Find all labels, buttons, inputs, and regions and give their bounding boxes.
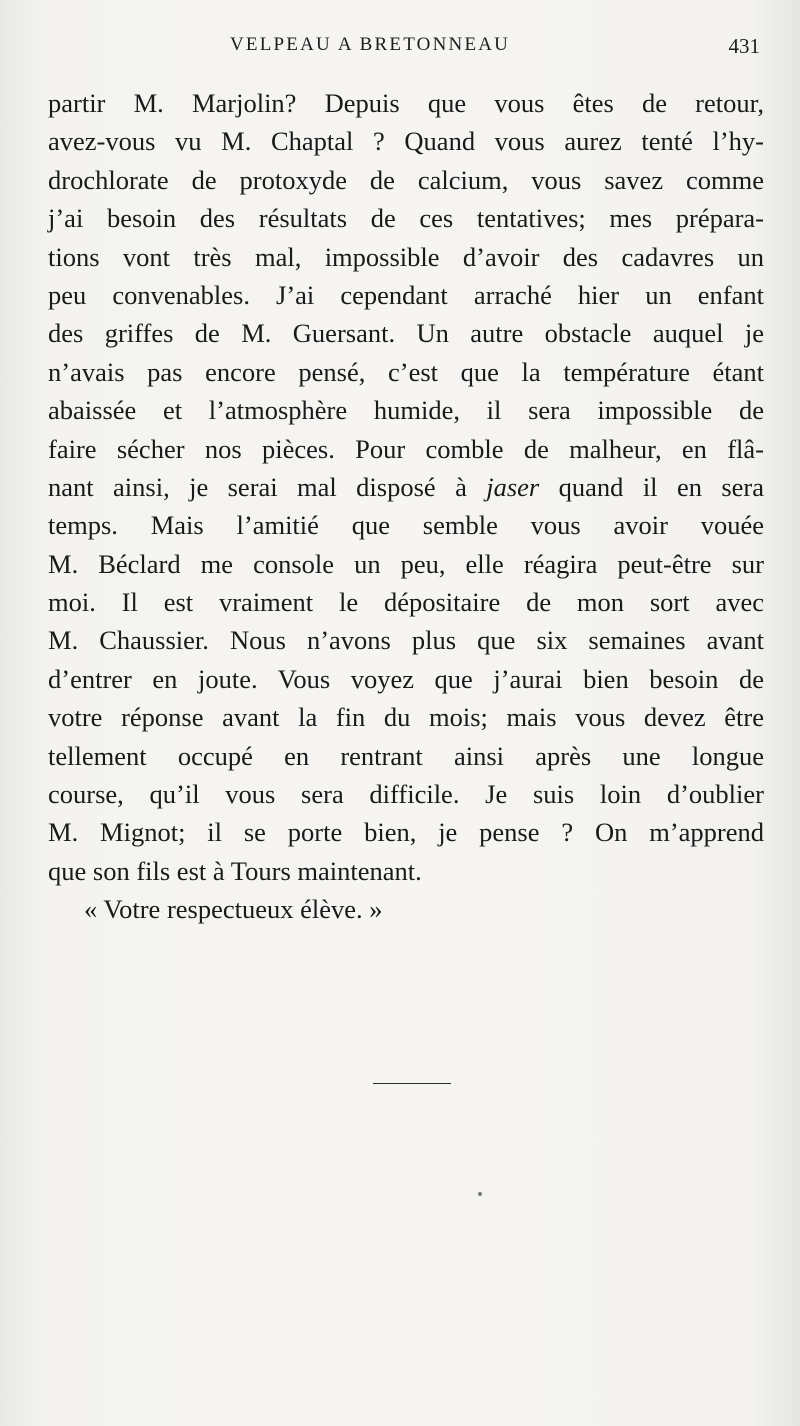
text-line: tions vont très mal, impossible d’avoir des cadavres un <box>48 241 764 272</box>
text-line: d’entrer en joute. Vous voyez que j’aurai bien besoin de <box>48 663 764 694</box>
page-header <box>48 30 760 64</box>
text-line: des griffes de M. Guersant. Un autre obstacle auquel je <box>48 318 764 349</box>
page-number: 431 <box>728 34 760 58</box>
letter-body <box>48 84 764 929</box>
text-line: que son fils est à Tours maintenant. <box>48 855 422 886</box>
text-line: partir M. Marjolin? Depuis que vous êtes de retour, <box>48 88 764 118</box>
text-line: M. Chaussier. Nous n’avons plus que six semaines avant <box>48 625 764 656</box>
text-segment: nant ainsi, je serai mal disposé à <box>48 471 467 502</box>
text-line: M. Mignot; il se porte bien, je pense ? On m’apprend <box>48 817 764 848</box>
text-line: abaissée et l’atmosphère humide, il sera impossible de <box>48 395 764 426</box>
text-line: drochlorate de protoxyde de calcium, vous savez comme <box>48 164 764 195</box>
text-segment: quand il en sera <box>558 471 765 502</box>
paper-speck <box>478 1192 482 1196</box>
text-line-with-italic <box>48 468 764 506</box>
text-line: course, qu’il vous sera difficile. Je suis loin d’oublier <box>48 779 764 810</box>
text-line: tellement occupé en rentrant ainsi après une longue <box>48 740 764 771</box>
text-line: temps. Mais l’amitié que semble vous avoir vouée <box>48 510 764 541</box>
text-line: n’avais pas encore pensé, c’est que la température étant <box>48 356 764 387</box>
text-line: votre réponse avant la fin du mois; mais vous devez être <box>48 702 764 733</box>
text-line: faire sécher nos pièces. Pour comble de malheur, en flâ- <box>48 433 764 464</box>
text-line: M. Béclard me console un peu, elle réagira peut-être sur <box>48 548 764 579</box>
running-head: VELPEAU A BRETONNEAU <box>230 34 511 55</box>
text-line: avez-vous vu M. Chaptal ? Quand vous aurez tenté l’hy- <box>48 126 764 157</box>
closing-signature: « Votre respectueux élève. » <box>84 894 383 925</box>
text-line: j’ai besoin des résultats de ces tentatives; mes prépara- <box>48 203 764 234</box>
italic-word: jaser <box>486 471 540 502</box>
section-rule <box>373 1083 451 1084</box>
text-line: peu convenables. J’ai cependant arraché hier un enfant <box>48 279 764 310</box>
text-line: moi. Il est vraiment le dépositaire de mon sort avec <box>48 587 764 618</box>
